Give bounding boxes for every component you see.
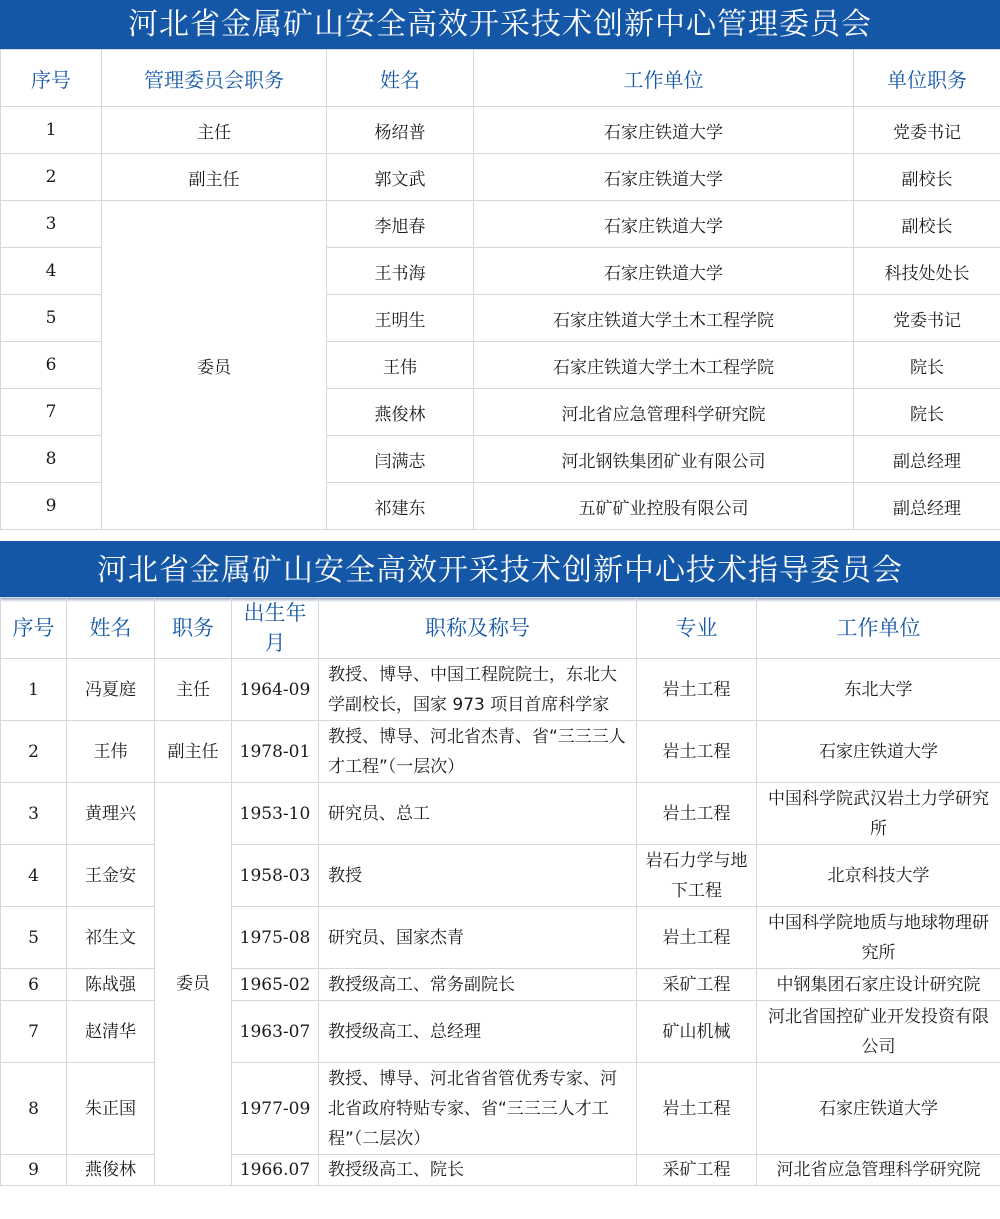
row-role: 主任 [102,107,327,154]
row-name: 陈战强 [67,969,155,1001]
row-major: 岩石力学与地下工程 [637,845,757,907]
row-no: 5 [1,907,67,969]
row-title: 教授级高工、院长 [319,1155,637,1186]
row-position: 党委书记 [854,107,1000,154]
row-birth: 1963-07 [232,1001,319,1063]
row-name: 冯夏庭 [67,659,155,721]
row-no: 6 [1,342,102,389]
row-name: 王伟 [67,721,155,783]
row-no: 4 [1,248,102,295]
row-birth: 1978-01 [232,721,319,783]
advisory-table [0,597,1000,1186]
row-no: 6 [1,969,67,1001]
row-title: 教授、博导、中国工程院院士，东北大学副校长，国家 973 项目首席科学家 [319,659,637,721]
table-row [1,721,1000,783]
row-major: 岩土工程 [637,783,757,845]
header-no: 序号 [1,50,102,107]
table-row [1,845,1000,907]
row-org: 中国科学院武汉岩土力学研究所 [757,783,1000,845]
row-org: 石家庄铁道大学 [474,107,854,154]
table-row [1,783,1000,845]
row-position: 院长 [854,389,1000,436]
row-org: 东北大学 [757,659,1000,721]
row-name: 闫满志 [327,436,474,483]
row-org: 石家庄铁道大学土木工程学院 [474,295,854,342]
row-org: 石家庄铁道大学 [474,248,854,295]
row-role: 副主任 [155,721,232,783]
header-name: 姓名 [327,50,474,107]
row-org: 河北省应急管理科学研究院 [474,389,854,436]
row-birth: 1975-08 [232,907,319,969]
row-name: 杨绍普 [327,107,474,154]
row-org: 北京科技大学 [757,845,1000,907]
table-row [1,107,1000,154]
row-birth: 1977-09 [232,1063,319,1155]
row-major: 矿山机械 [637,1001,757,1063]
row-org: 石家庄铁道大学 [474,201,854,248]
row-major: 采矿工程 [637,1155,757,1186]
advisory-title: 河北省金属矿山安全高效开采技术创新中心技术指导委员会 [0,541,1000,597]
table-row [1,154,1000,201]
row-name: 祁生文 [67,907,155,969]
row-major: 岩土工程 [637,721,757,783]
header-title: 职称及称号 [319,598,637,659]
row-name: 王书海 [327,248,474,295]
row-birth: 1966.07 [232,1155,319,1186]
header-role: 职务 [155,598,232,659]
table-row [1,1155,1000,1186]
row-birth: 1964-09 [232,659,319,721]
row-org: 石家庄铁道大学 [757,721,1000,783]
row-name: 朱正国 [67,1063,155,1155]
row-name: 祁建东 [327,483,474,530]
table-row [1,907,1000,969]
row-role: 委员 [102,201,327,530]
row-no: 1 [1,107,102,154]
row-no: 8 [1,1063,67,1155]
row-major: 岩土工程 [637,907,757,969]
row-role: 主任 [155,659,232,721]
table-row [1,969,1000,1001]
row-no: 8 [1,436,102,483]
row-birth: 1953-10 [232,783,319,845]
row-org: 石家庄铁道大学 [474,154,854,201]
row-title: 教授级高工、总经理 [319,1001,637,1063]
table-row [1,1001,1000,1063]
row-position: 副校长 [854,201,1000,248]
row-position: 副总经理 [854,436,1000,483]
row-birth: 1965-02 [232,969,319,1001]
row-org: 中钢集团石家庄设计研究院 [757,969,1000,1001]
header-committee-role: 管理委员会职务 [102,50,327,107]
header-position: 单位职务 [854,50,1000,107]
row-no: 7 [1,389,102,436]
committee-table [0,49,1000,530]
header-major: 专业 [637,598,757,659]
header-name: 姓名 [67,598,155,659]
committee-title: 河北省金属矿山安全高效开采技术创新中心管理委员会 [0,0,1000,49]
table-row [1,1063,1000,1155]
header-org: 工作单位 [474,50,854,107]
row-title: 研究员、总工 [319,783,637,845]
row-org: 河北钢铁集团矿业有限公司 [474,436,854,483]
table-row [1,201,1000,248]
row-title: 研究员、国家杰青 [319,907,637,969]
row-name: 赵清华 [67,1001,155,1063]
row-title: 教授、博导、河北省杰青、省“三三三人才工程”（一层次） [319,721,637,783]
row-no: 4 [1,845,67,907]
row-org: 河北省应急管理科学研究院 [757,1155,1000,1186]
header-org: 工作单位 [757,598,1000,659]
row-no: 2 [1,721,67,783]
row-name: 郭文武 [327,154,474,201]
row-org: 河北省国控矿业开发投资有限公司 [757,1001,1000,1063]
row-name: 黄理兴 [67,783,155,845]
row-no: 3 [1,783,67,845]
row-no: 9 [1,483,102,530]
table-header-row [1,598,1000,659]
row-major: 岩土工程 [637,1063,757,1155]
row-title: 教授、博导、河北省省管优秀专家、河北省政府特贴专家、省“三三三人才工程”（二层次） [319,1063,637,1155]
table-row [1,659,1000,721]
row-no: 5 [1,295,102,342]
row-title: 教授级高工、常务副院长 [319,969,637,1001]
row-position: 院长 [854,342,1000,389]
row-name: 燕俊林 [327,389,474,436]
row-position: 科技处处长 [854,248,1000,295]
row-no: 7 [1,1001,67,1063]
row-name: 燕俊林 [67,1155,155,1186]
row-role: 委员 [155,783,232,1186]
row-position: 副校长 [854,154,1000,201]
row-no: 2 [1,154,102,201]
table-header-row [1,50,1000,107]
row-name: 王伟 [327,342,474,389]
row-major: 岩土工程 [637,659,757,721]
row-no: 1 [1,659,67,721]
row-org: 五矿矿业控股有限公司 [474,483,854,530]
row-no: 9 [1,1155,67,1186]
row-name: 王金安 [67,845,155,907]
row-name: 王明生 [327,295,474,342]
row-name: 李旭春 [327,201,474,248]
header-no: 序号 [1,598,67,659]
row-no: 3 [1,201,102,248]
row-title: 教授 [319,845,637,907]
row-position: 副总经理 [854,483,1000,530]
row-org: 石家庄铁道大学 [757,1063,1000,1155]
row-position: 党委书记 [854,295,1000,342]
row-role: 副主任 [102,154,327,201]
row-org: 中国科学院地质与地球物理研究所 [757,907,1000,969]
row-org: 石家庄铁道大学土木工程学院 [474,342,854,389]
row-major: 采矿工程 [637,969,757,1001]
header-birth: 出生年月 [232,598,319,659]
row-birth: 1958-03 [232,845,319,907]
